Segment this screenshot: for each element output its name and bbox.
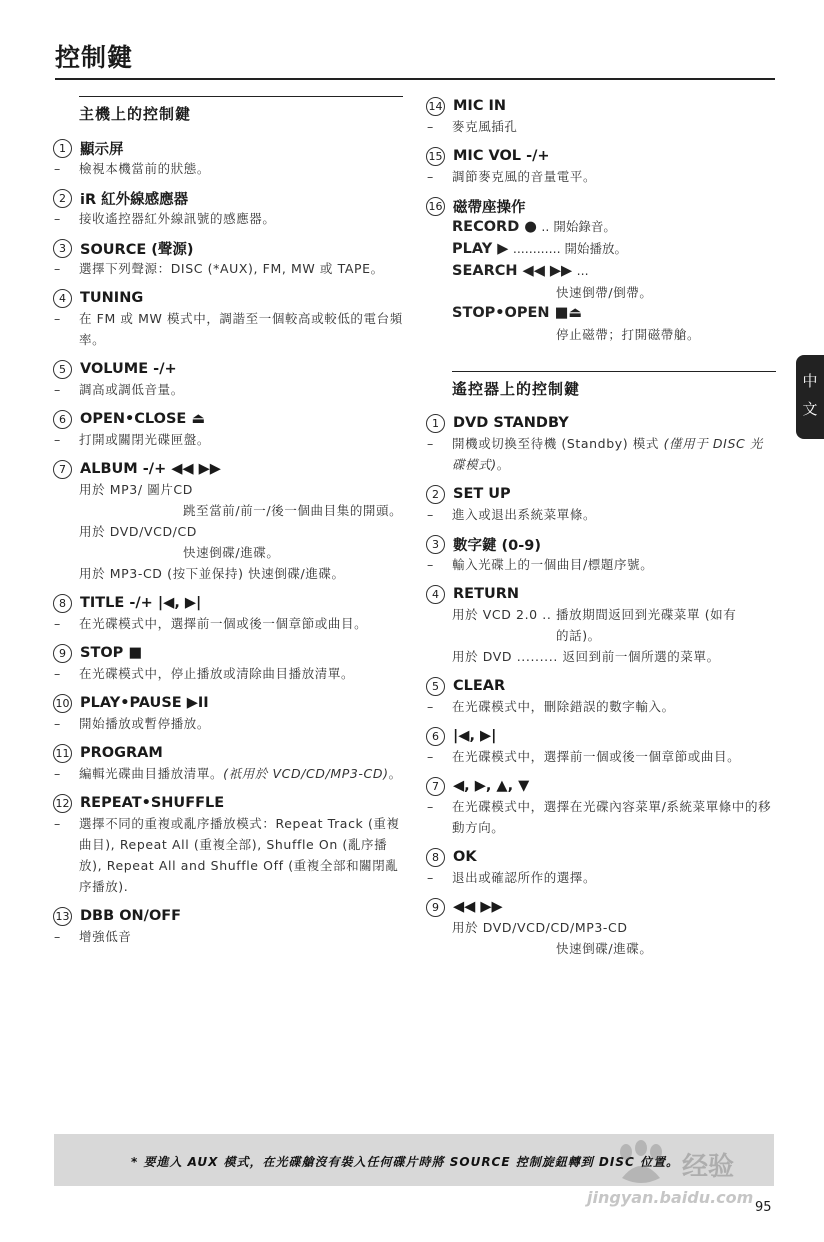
list-item: 6 |◀, ▶| – 在光碟模式中，選擇前一個或後一個章節或曲目。 bbox=[427, 728, 741, 764]
item-description: 增強低音 bbox=[79, 929, 132, 944]
section-title: 主機上的控制鍵 bbox=[79, 105, 192, 123]
list-item: 12 REPEAT•SHUFFLE – 選擇不同的重複或亂序播放模式：Repeat Track (重複曲目), Repeat All (重複全部), Shuffle On (亂序播放), Repeat All and Shuffle Off (重複全部和關閉亂序播放). bbox=[54, 795, 400, 894]
item-heading: OPEN•CLOSE ⏏ bbox=[80, 411, 206, 427]
item-number: 7 bbox=[53, 460, 72, 479]
item-number: 2 bbox=[426, 485, 445, 504]
item-heading: ALBUM -/+ ◀◀ ▶▶ bbox=[80, 461, 221, 477]
left-column bbox=[53, 96, 403, 956]
item-description: 接收遙控器紅外線訊號的感應器。 bbox=[79, 211, 276, 226]
item-number: 12 bbox=[53, 794, 72, 813]
list-item: 3 數字鍵 (0-9) – 輸入光碟上的一個曲目/標題序號。 bbox=[426, 534, 776, 575]
item-number: 16 bbox=[426, 197, 445, 216]
item-number: 9 bbox=[426, 898, 445, 917]
section-title: 遙控器上的控制鍵 bbox=[452, 380, 581, 398]
paw-logo-icon bbox=[612, 1140, 670, 1188]
item-description: 打開或關閉光碟匣盤。 bbox=[79, 432, 211, 447]
item-heading: DVD STANDBY bbox=[453, 415, 569, 431]
item-number: 7 bbox=[426, 777, 445, 796]
item-description: 進入或退出系統菜單條。 bbox=[452, 507, 597, 522]
item-line: 用於 DVD ......... 返回到前一個所選的菜單。 bbox=[452, 649, 720, 664]
item-number: 6 bbox=[426, 727, 445, 746]
list-item: 1 DVD STANDBY – 開機或切換至待機 (Standby) 模式 (僅用于 DISC 光碟模式)。 bbox=[427, 415, 763, 472]
watermark-brand: 经验 bbox=[682, 1152, 735, 1182]
item-number: 1 bbox=[53, 139, 72, 158]
item-line: 用於 DVD/VCD/CD bbox=[79, 524, 198, 539]
list-item: 6 OPEN•CLOSE ⏏ – 打開或關閉光碟匣盤。 bbox=[54, 411, 211, 447]
item-description: 選擇下列聲源：DISC (*AUX), FM, MW 或 TAPE。 bbox=[79, 261, 384, 276]
item-description: 在光碟模式中，刪除錯誤的數字輸入。 bbox=[452, 699, 675, 714]
item-number: 11 bbox=[53, 744, 72, 763]
item-line: 用於 MP3/ 圖片CD bbox=[79, 482, 193, 497]
item-heading: MIC IN bbox=[453, 98, 507, 114]
title-rule bbox=[55, 78, 775, 80]
item-line: 快速倒碟/進碟。 bbox=[556, 941, 653, 956]
item-number: 10 bbox=[53, 694, 72, 713]
list-item: 2 iR 紅外線感應器 – 接收遙控器紅外線訊號的感應器。 bbox=[53, 188, 403, 229]
item-heading: TITLE -/+ |◀, ▶| bbox=[80, 595, 202, 611]
item-number: 2 bbox=[53, 189, 72, 208]
list-item: 10 PLAY•PAUSE ▶II – 開始播放或暫停播放。 bbox=[54, 695, 211, 731]
item-description: 在光碟模式中，選擇前一個或後一個章節或曲目。 bbox=[452, 749, 741, 764]
list-item: 5 VOLUME -/+ – 調高或調低音量。 bbox=[54, 361, 184, 397]
list-item: 5 CLEAR – 在光碟模式中，刪除錯誤的數字輸入。 bbox=[427, 678, 675, 714]
section-rule bbox=[79, 96, 403, 97]
record-label: RECORD ● bbox=[452, 219, 537, 235]
language-tab-label: 中文 bbox=[802, 372, 818, 418]
item-heading: DBB ON/OFF bbox=[80, 908, 182, 924]
item-heading: iR 紅外線感應器 bbox=[80, 191, 189, 208]
list-item: 9 STOP ■ – 在光碟模式中，停止播放或清除曲目播放清單。 bbox=[54, 645, 355, 681]
item-heading: CLEAR bbox=[453, 678, 506, 694]
tape-deck-item bbox=[426, 196, 776, 345]
item-description-end: 。 bbox=[496, 457, 510, 472]
list-item: 11 PROGRAM – 編輯光碟曲目播放清單。(祇用於 VCD/CD/MP3-CD)。 bbox=[54, 745, 402, 781]
item-heading: PROGRAM bbox=[80, 745, 163, 761]
item-heading: ◀, ▶, ▲, ▼ bbox=[453, 778, 530, 794]
list-item: 14 MIC IN – 麥克風插孔 bbox=[427, 98, 518, 134]
item-number: 15 bbox=[426, 147, 445, 166]
item-number: 4 bbox=[53, 289, 72, 308]
item-line: 用於 DVD/VCD/CD/MP3-CD bbox=[452, 920, 628, 935]
item-number: 3 bbox=[53, 239, 72, 258]
list-item: 2 SET UP – 進入或退出系統菜單條。 bbox=[427, 486, 597, 522]
item-number: 3 bbox=[426, 535, 445, 554]
search-dots: ... bbox=[576, 263, 589, 278]
item-description: 在 FM 或 MW 模式中，調諧至一個較高或較低的電台頻率。 bbox=[79, 311, 403, 347]
item-number: 8 bbox=[53, 594, 72, 613]
item-heading: SET UP bbox=[453, 486, 511, 502]
list-item: 8 OK – 退出或確認所作的選擇。 bbox=[427, 849, 597, 885]
item-heading: REPEAT•SHUFFLE bbox=[80, 795, 225, 811]
item-heading: 顯示屏 bbox=[80, 141, 124, 158]
item-heading: PLAY•PAUSE ▶II bbox=[80, 695, 209, 711]
item-line: 用於 MP3-CD (按下並保持) 快速倒碟/進碟。 bbox=[79, 566, 345, 581]
watermark-url: jingyan.baidu.com bbox=[587, 1188, 754, 1207]
item-description: 選擇不同的重複或亂序播放模式：Repeat Track (重複曲目), Repeat All (重複全部), Shuffle On (亂序播放), Repeat All and Shuffle Off (重複全部和關閉亂序播放). bbox=[79, 816, 400, 894]
page-number: 95 bbox=[755, 1200, 772, 1215]
item-description: 退出或確認所作的選擇。 bbox=[452, 870, 597, 885]
list-item: 15 MIC VOL -/+ – 調節麥克風的音量電平。 bbox=[427, 148, 597, 184]
play-text: ............ 開始播放。 bbox=[512, 241, 628, 256]
item-heading: TUNING bbox=[80, 290, 144, 306]
item-number: 13 bbox=[53, 907, 72, 926]
item-line: 的話)。 bbox=[556, 628, 601, 643]
search-label: SEARCH ◀◀ ▶▶ bbox=[452, 263, 573, 279]
item-note: (僅用于 DISC 光碟模式) bbox=[452, 436, 763, 472]
item-line: 用於 VCD 2.0 .. 播放期間返回到光碟菜單 (如有 bbox=[452, 607, 737, 622]
item-number: 9 bbox=[53, 644, 72, 663]
item-description: 在光碟模式中，選擇前一個或後一個章節或曲目。 bbox=[79, 616, 368, 631]
item-heading: SOURCE (聲源) bbox=[80, 241, 194, 258]
search-text: 快速倒帶/倒帶。 bbox=[556, 285, 653, 300]
item-description: 在光碟模式中，選擇在光碟內容菜單/系統菜單條中的移動方向。 bbox=[452, 799, 772, 835]
item-number: 8 bbox=[426, 848, 445, 867]
list-item: 4 TUNING – 在 FM 或 MW 模式中，調諧至一個較高或較低的電台頻率。 bbox=[54, 290, 403, 347]
list-item: 3 SOURCE (聲源) – 選擇下列聲源：DISC (*AUX), FM, MW 或 TAPE。 bbox=[53, 238, 403, 279]
item-description-end: 。 bbox=[388, 766, 402, 781]
item-heading: ◀◀ ▶▶ bbox=[453, 899, 503, 915]
item-heading: 磁帶座操作 bbox=[453, 199, 526, 216]
item-description: 調節麥克風的音量電平。 bbox=[452, 169, 597, 184]
list-item: 8 TITLE -/+ |◀, ▶| – 在光碟模式中，選擇前一個或後一個章節或曲目。 bbox=[54, 595, 368, 631]
list-item bbox=[53, 459, 403, 584]
page-title: 控制鍵 bbox=[55, 43, 134, 72]
item-heading: STOP ■ bbox=[80, 645, 143, 661]
list-item: 1 顯示屏 – 檢視本機當前的狀態。 bbox=[53, 138, 403, 179]
item-description: 開機或切換至待機 (Standby) 模式 bbox=[452, 436, 659, 451]
item-description: 在光碟模式中，停止播放或清除曲目播放清單。 bbox=[79, 666, 355, 681]
item-heading: MIC VOL -/+ bbox=[453, 148, 550, 164]
item-description: 編輯光碟曲目播放清單。 bbox=[79, 766, 224, 781]
stop-open-text: 停止磁帶；打開磁帶艙。 bbox=[556, 327, 701, 342]
item-description: 輸入光碟上的一個曲目/標題序號。 bbox=[452, 557, 654, 572]
item-number: 6 bbox=[53, 410, 72, 429]
item-number: 5 bbox=[53, 360, 72, 379]
item-number: 1 bbox=[426, 414, 445, 433]
item-heading: |◀, ▶| bbox=[453, 728, 497, 744]
item-heading: RETURN bbox=[453, 586, 520, 602]
item-description: 開始播放或暫停播放。 bbox=[79, 716, 211, 731]
right-column bbox=[426, 96, 776, 968]
list-item: 13 DBB ON/OFF – 增強低音 bbox=[54, 908, 182, 944]
stop-open-label: STOP•OPEN ■⏏ bbox=[452, 305, 582, 321]
section-rule bbox=[452, 371, 776, 372]
list-item: 7 ◀, ▶, ▲, ▼ – 在光碟模式中，選擇在光碟內容菜單/系統菜單條中的移動方向。 bbox=[427, 778, 772, 835]
item-heading: OK bbox=[453, 849, 477, 865]
item-number: 5 bbox=[426, 677, 445, 696]
item-description: 麥克風插孔 bbox=[452, 119, 518, 134]
item-line: 快速倒碟/進碟。 bbox=[183, 545, 280, 560]
item-note: (祇用於 VCD/CD/MP3-CD) bbox=[223, 766, 389, 781]
list-item bbox=[426, 897, 776, 959]
item-description: 調高或調低音量。 bbox=[79, 382, 184, 397]
footer-note: * 要進入 AUX 模式，在光碟艙沒有裝入任何碟片時將 SOURCE 控制旋鈕轉到 DISC 位置。 bbox=[131, 1155, 679, 1169]
item-heading: 數字鍵 (0-9) bbox=[453, 537, 541, 554]
list-item bbox=[426, 584, 776, 667]
item-number: 4 bbox=[426, 585, 445, 604]
item-line: 跳至當前/前一/後一個曲目集的開頭。 bbox=[183, 503, 403, 518]
item-description: 檢視本機當前的狀態。 bbox=[79, 161, 211, 176]
record-text: .. 開始錄音。 bbox=[541, 219, 616, 234]
play-label: PLAY ▶ bbox=[452, 241, 509, 257]
item-number: 14 bbox=[426, 97, 445, 116]
item-heading: VOLUME -/+ bbox=[80, 361, 177, 377]
